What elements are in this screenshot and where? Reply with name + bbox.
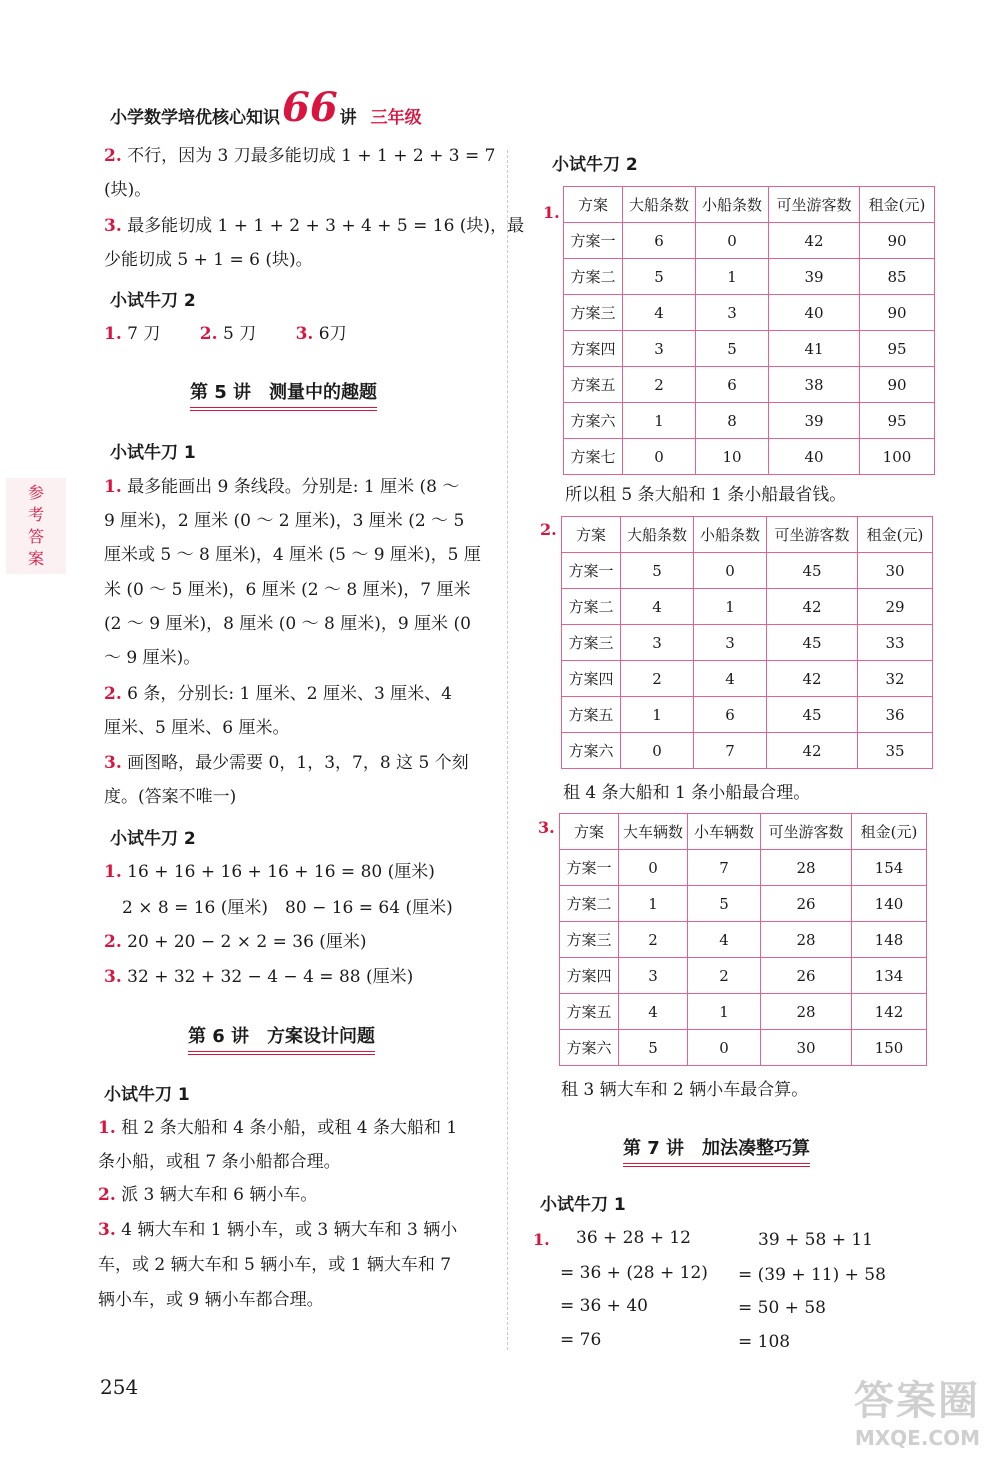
table-cell: 3 xyxy=(621,625,694,661)
answer-line xyxy=(98,1218,457,1242)
table-row xyxy=(562,697,933,733)
table-row xyxy=(560,922,927,958)
table-cell: 42 xyxy=(767,733,858,769)
answer-line xyxy=(98,1183,317,1207)
answer-line xyxy=(98,1253,451,1277)
book-header xyxy=(110,78,422,131)
table-cell: 7 xyxy=(688,850,761,886)
answer-line xyxy=(104,509,464,533)
plan-table xyxy=(561,516,933,769)
table-cell: 3 xyxy=(623,331,696,367)
table-cell: 2 xyxy=(688,958,761,994)
table-cell: 42 xyxy=(767,589,858,625)
answer-line xyxy=(104,716,289,740)
answer-text: 条小船，或租 7 条小船都合理。 xyxy=(98,1152,341,1172)
table-header-cell: 大船条数 xyxy=(623,187,696,223)
table-cell: 10 xyxy=(696,439,769,475)
column-divider xyxy=(507,150,508,1350)
table-cell: 150 xyxy=(852,1030,927,1066)
table-header-cell: 方案 xyxy=(564,187,623,223)
table-cell: 4 xyxy=(688,922,761,958)
table-cell: 方案五 xyxy=(562,697,621,733)
answer-line xyxy=(98,1150,341,1174)
table-cell: 90 xyxy=(860,367,935,403)
answer-line xyxy=(104,475,459,499)
subsection-title: 小试牛刀 1 xyxy=(104,1085,190,1105)
table-cell: 28 xyxy=(761,994,852,1030)
table-cell: 4 xyxy=(619,994,688,1030)
table-cell: 3 xyxy=(696,295,769,331)
table-header-cell: 租金(元) xyxy=(860,187,935,223)
table-cell: 85 xyxy=(860,259,935,295)
answer-line xyxy=(104,248,313,272)
table-cell: 100 xyxy=(860,439,935,475)
table-cell: 1 xyxy=(619,886,688,922)
answer-line xyxy=(104,612,471,636)
item-number: 3. xyxy=(104,216,122,236)
table-header-cell: 租金(元) xyxy=(858,517,933,553)
table-cell: 方案六 xyxy=(564,403,623,439)
watermark xyxy=(854,1369,980,1450)
answer-text: 6 条，分别长: 1 厘米、2 厘米、3 厘米、4 xyxy=(127,684,452,704)
table-header-row xyxy=(560,814,927,850)
table-cell: 30 xyxy=(858,553,933,589)
table-cell: 方案三 xyxy=(560,922,619,958)
answer-line xyxy=(104,214,524,238)
table-cell: 方案二 xyxy=(564,259,623,295)
answer-line xyxy=(104,646,200,670)
table-cell: 3 xyxy=(619,958,688,994)
table-cell: 29 xyxy=(858,589,933,625)
table-header-cell: 可坐游客数 xyxy=(769,187,860,223)
answer-line xyxy=(98,1116,457,1140)
table-cell: 154 xyxy=(852,850,927,886)
table-row xyxy=(562,661,933,697)
table-cell: 5 xyxy=(688,886,761,922)
table-header-cell: 方案 xyxy=(562,517,621,553)
table-cell: 140 xyxy=(852,886,927,922)
answer-text: 32 + 32 + 32 − 4 − 4 = 88 (厘米) xyxy=(127,967,414,987)
answer-line xyxy=(104,965,413,989)
table-cell: 方案七 xyxy=(564,439,623,475)
table-cell: 4 xyxy=(621,589,694,625)
answer-line xyxy=(122,896,453,920)
answer-line xyxy=(104,322,347,346)
answer-text: (2 ～ 9 厘米)，8 厘米 (0 ～ 8 厘米)，9 厘米 (0 xyxy=(104,614,471,634)
table-cell: 42 xyxy=(769,223,860,259)
table-cell: 方案四 xyxy=(562,661,621,697)
table-cell: 0 xyxy=(623,439,696,475)
table-header-cell: 小车辆数 xyxy=(688,814,761,850)
table-cell: 1 xyxy=(696,259,769,295)
answer-line xyxy=(104,860,435,884)
answer-line xyxy=(104,178,151,202)
item-number: 3. xyxy=(98,1220,116,1240)
table-cell: 45 xyxy=(767,553,858,589)
table-cell: 39 xyxy=(769,259,860,295)
calc-step: = 36 + (28 + 12) xyxy=(560,1263,708,1283)
lesson-title: 第 5 讲 测量中的趣题 xyxy=(190,378,377,411)
conclusion-text: 租 3 辆大车和 2 辆小车最合算。 xyxy=(561,1080,809,1100)
plan-table xyxy=(559,813,927,1066)
subsection-title: 小试牛刀 1 xyxy=(110,443,196,463)
conclusion-text: 所以租 5 条大船和 1 条小船最省钱。 xyxy=(565,485,847,505)
table-row xyxy=(560,850,927,886)
answer-text: 最多能切成 1 + 1 + 2 + 3 + 4 + 5 = 16 (块)，最 xyxy=(127,216,525,236)
lesson-title: 第 6 讲 方案设计问题 xyxy=(188,1022,375,1055)
answer-text: 最多能画出 9 条线段。分别是: 1 厘米 (8 ～ xyxy=(127,477,460,497)
answer-line xyxy=(104,930,367,954)
answer-text: 派 3 辆大车和 6 辆小车。 xyxy=(121,1185,318,1205)
header-title: 小学数学培优核心知识 xyxy=(110,108,280,128)
table-cell: 2 xyxy=(619,922,688,958)
conclusion-text: 租 4 条大船和 1 条小船最合理。 xyxy=(563,783,811,803)
table-row xyxy=(560,994,927,1030)
item-number: 1. xyxy=(104,477,122,497)
calc-step: = 36 + 40 xyxy=(560,1296,648,1316)
watermark-logo: 答案圈 xyxy=(854,1378,980,1424)
table-row xyxy=(564,331,935,367)
table-cell: 方案一 xyxy=(564,223,623,259)
table-cell: 方案一 xyxy=(562,553,621,589)
table-cell: 45 xyxy=(767,697,858,733)
answer-line xyxy=(104,543,481,567)
table-cell: 方案二 xyxy=(562,589,621,625)
subsection-title: 小试牛刀 2 xyxy=(552,155,638,175)
table-cell: 39 xyxy=(769,403,860,439)
table-row xyxy=(560,958,927,994)
item-number: 3. xyxy=(295,324,314,344)
subsection-title: 小试牛刀 1 xyxy=(540,1195,626,1215)
table-cell: 2 xyxy=(623,367,696,403)
table-header-cell: 大船条数 xyxy=(621,517,694,553)
answer-text: 辆小车，或 9 辆小车都合理。 xyxy=(98,1290,324,1310)
table-cell: 95 xyxy=(860,403,935,439)
table-row xyxy=(564,403,935,439)
answer-text: 9 厘米)，2 厘米 (0 ～ 2 厘米)，3 厘米 (2 ～ 5 xyxy=(104,511,465,531)
item-number: 2. xyxy=(104,146,122,166)
answer-text: 租 2 条大船和 4 条小船，或租 4 条大船和 1 xyxy=(121,1118,458,1138)
table-cell: 5 xyxy=(619,1030,688,1066)
answer-text: 厘米或 5 ～ 8 厘米)，4 厘米 (5 ～ 9 厘米)，5 厘 xyxy=(104,545,481,565)
item-number: 1. xyxy=(98,1118,116,1138)
item-number: 3. xyxy=(104,753,122,773)
answer-text: 画图略，最少需要 0，1，3，7，8 这 5 个刻 xyxy=(127,753,469,773)
table-header-cell: 小船条数 xyxy=(694,517,767,553)
side-tab-char: 答 xyxy=(27,527,44,546)
table-cell: 4 xyxy=(694,661,767,697)
table-cell: 6 xyxy=(694,697,767,733)
item-number: 3. xyxy=(104,967,122,987)
table-row xyxy=(564,367,935,403)
table-cell: 45 xyxy=(767,625,858,661)
table-cell: 134 xyxy=(852,958,927,994)
table-cell: 6 xyxy=(623,223,696,259)
page-number: 254 xyxy=(100,1375,139,1399)
item-number: 2. xyxy=(104,684,122,704)
table-cell: 方案六 xyxy=(560,1030,619,1066)
calc-step: = 108 xyxy=(738,1332,791,1352)
calc-step: 39 + 58 + 11 xyxy=(758,1230,873,1250)
calc-step: = 76 xyxy=(560,1330,602,1350)
table-header-row xyxy=(564,187,935,223)
lesson-title: 第 7 讲 加法凑整巧算 xyxy=(623,1134,810,1167)
table-header-row xyxy=(562,517,933,553)
table-cell: 142 xyxy=(852,994,927,1030)
answer-text: 16 + 16 + 16 + 16 + 16 = 80 (厘米) xyxy=(127,862,435,882)
table-cell: 1 xyxy=(688,994,761,1030)
calc-step: = (39 + 11) + 58 xyxy=(738,1265,886,1285)
table-cell: 方案四 xyxy=(564,331,623,367)
table-row xyxy=(562,553,933,589)
table-cell: 2 xyxy=(621,661,694,697)
answer-line xyxy=(104,682,452,706)
table-cell: 6 xyxy=(696,367,769,403)
table-cell: 1 xyxy=(623,403,696,439)
table-cell: 方案三 xyxy=(562,625,621,661)
side-tab-char: 参 xyxy=(27,483,44,502)
table-cell: 0 xyxy=(696,223,769,259)
item-number: 1. xyxy=(533,1230,550,1249)
answer-text: 4 辆大车和 1 辆小车，或 3 辆大车和 3 辆小 xyxy=(121,1220,458,1240)
answer-line xyxy=(104,785,236,809)
answer-text: 2 × 8 = 16 (厘米) 80 − 16 = 64 (厘米) xyxy=(122,898,453,918)
table-cell: 1 xyxy=(621,697,694,733)
table-row xyxy=(562,589,933,625)
table-cell: 148 xyxy=(852,922,927,958)
table-cell: 方案四 xyxy=(560,958,619,994)
answer-text: 20 + 20 − 2 × 2 = 36 (厘米) xyxy=(127,932,367,952)
item-number: 2. xyxy=(199,324,218,344)
table-cell: 32 xyxy=(858,661,933,697)
table-header-cell: 小船条数 xyxy=(696,187,769,223)
table-row xyxy=(562,733,933,769)
subsection-title: 小试牛刀 2 xyxy=(110,829,196,849)
table-cell: 28 xyxy=(761,850,852,886)
header-suffix: 讲 xyxy=(339,108,357,128)
answer-text: 厘米、5 厘米、6 厘米。 xyxy=(104,718,290,738)
item-number: 1. xyxy=(104,862,122,882)
item-number: 2. xyxy=(98,1185,116,1205)
table-cell: 90 xyxy=(860,295,935,331)
table-cell: 0 xyxy=(619,850,688,886)
side-tab-answers xyxy=(6,478,66,574)
answer-line xyxy=(104,144,495,168)
plan-table xyxy=(563,186,935,475)
side-tab-char: 案 xyxy=(27,549,44,568)
header-grade: 三年级 xyxy=(370,108,422,128)
calc-step: = 50 + 58 xyxy=(738,1298,826,1318)
answer-text: ～ 9 厘米)。 xyxy=(104,648,201,668)
answer-text: 不行，因为 3 刀最多能切成 1 + 1 + 2 + 3 = 7 xyxy=(127,146,496,166)
table-cell: 方案一 xyxy=(560,850,619,886)
subsection-title: 小试牛刀 2 xyxy=(110,291,196,311)
table-cell: 35 xyxy=(858,733,933,769)
table-cell: 方案五 xyxy=(560,994,619,1030)
item-number: 2. xyxy=(540,520,557,539)
table-header-cell: 大车辆数 xyxy=(619,814,688,850)
table-cell: 方案六 xyxy=(562,733,621,769)
answer-text: 少能切成 5 + 1 = 6 (块)。 xyxy=(104,250,313,270)
answer-text: (块)。 xyxy=(104,180,152,200)
answer-text: 车，或 2 辆大车和 5 辆小车，或 1 辆大车和 7 xyxy=(98,1255,452,1275)
table-row xyxy=(564,259,935,295)
table-cell: 95 xyxy=(860,331,935,367)
table-cell: 42 xyxy=(767,661,858,697)
answer-text: 5 刀 xyxy=(222,324,257,344)
item-number: 2. xyxy=(104,932,122,952)
answer-line xyxy=(98,1288,324,1312)
table-cell: 方案二 xyxy=(560,886,619,922)
table-row xyxy=(562,625,933,661)
table-cell: 36 xyxy=(858,697,933,733)
table-cell: 0 xyxy=(694,553,767,589)
table-cell: 方案三 xyxy=(564,295,623,331)
item-number: 3. xyxy=(538,818,555,837)
answer-text: 6刀 xyxy=(318,324,347,344)
table-cell: 1 xyxy=(694,589,767,625)
table-row xyxy=(564,295,935,331)
table-row xyxy=(564,223,935,259)
table-cell: 4 xyxy=(623,295,696,331)
table-header-cell: 可坐游客数 xyxy=(767,517,858,553)
table-row xyxy=(560,886,927,922)
table-cell: 41 xyxy=(769,331,860,367)
table-cell: 40 xyxy=(769,295,860,331)
table-cell: 0 xyxy=(621,733,694,769)
item-number: 1. xyxy=(104,324,122,344)
table-row xyxy=(560,1030,927,1066)
table-cell: 7 xyxy=(694,733,767,769)
table-cell: 38 xyxy=(769,367,860,403)
table-cell: 5 xyxy=(621,553,694,589)
table-cell: 5 xyxy=(696,331,769,367)
watermark-url: MXQE.COM xyxy=(854,1426,980,1450)
answer-text: 米 (0 ～ 5 厘米)，6 厘米 (2 ～ 8 厘米)，7 厘米 xyxy=(104,580,471,600)
table-cell: 5 xyxy=(623,259,696,295)
answer-text: 7 刀 xyxy=(127,324,161,344)
table-cell: 方案五 xyxy=(564,367,623,403)
table-cell: 40 xyxy=(769,439,860,475)
table-cell: 28 xyxy=(761,922,852,958)
item-number: 1. xyxy=(543,203,560,222)
answer-text: 度。(答案不唯一) xyxy=(104,787,237,807)
table-cell: 26 xyxy=(761,886,852,922)
answer-line xyxy=(104,578,470,602)
table-cell: 90 xyxy=(860,223,935,259)
table-header-cell: 可坐游客数 xyxy=(761,814,852,850)
table-cell: 26 xyxy=(761,958,852,994)
side-tab-char: 考 xyxy=(27,505,44,524)
table-cell: 8 xyxy=(696,403,769,439)
answer-line xyxy=(104,751,469,775)
table-header-cell: 租金(元) xyxy=(852,814,927,850)
table-cell: 0 xyxy=(688,1030,761,1066)
table-cell: 3 xyxy=(694,625,767,661)
calc-step: 36 + 28 + 12 xyxy=(576,1228,691,1248)
table-cell: 33 xyxy=(858,625,933,661)
header-number: 66 xyxy=(282,84,338,131)
table-cell: 30 xyxy=(761,1030,852,1066)
table-header-cell: 方案 xyxy=(560,814,619,850)
table-row xyxy=(564,439,935,475)
